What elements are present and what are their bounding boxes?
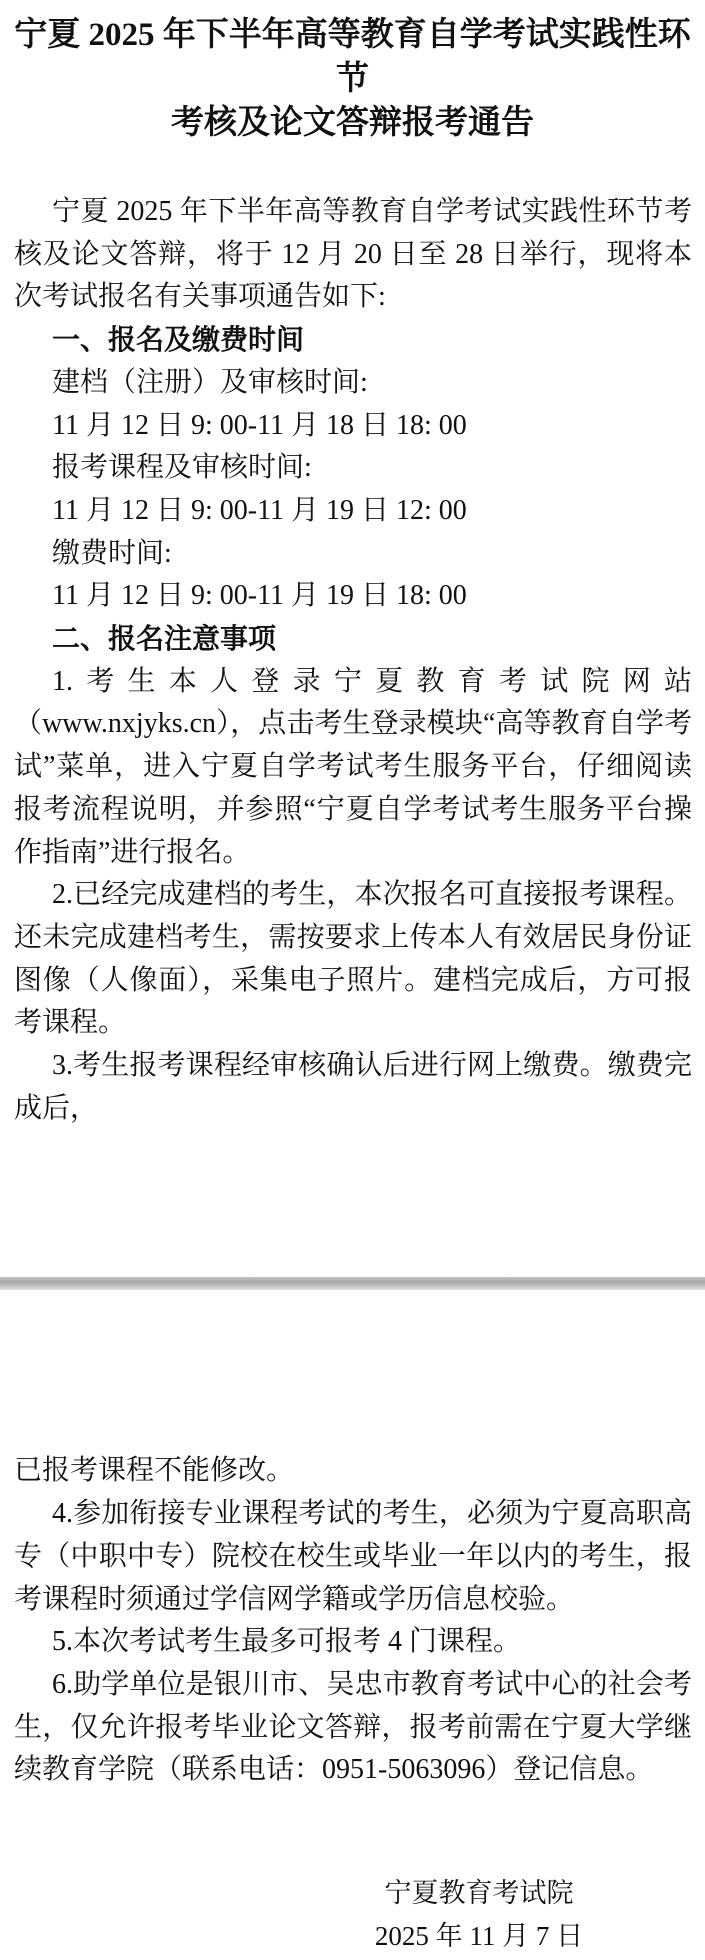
- note-paragraph-6: 6.助学单位是银川市、吴忠市教育考试中心的社会考生，仅允许报考毕业论文答辩，报考前需在宁夏大学继续教育学院（联系电话：0951-5063096）登记信息。: [14, 1668, 692, 1786]
- schedule-payment-time: 11 月 12 日 9: 00-11 月 19 日 18: 00: [52, 580, 467, 612]
- signature-block: [14, 1872, 692, 1957]
- schedule-course-label: 报考课程及审核时间:: [52, 452, 312, 484]
- signature-issuer: 宁夏教育考试院: [384, 1878, 574, 1909]
- document-title: [0, 0, 705, 145]
- note-paragraph-1: 1.考生本人登录宁夏教育考试院网站（www.nxjyks.cn），点击考生登录模块“高等教育自学考试”菜单，进入宁夏自学考试考生服务平台，仔细阅读报考流程说明，并参照“宁夏自学考试考生服务平台操作指南”进行报名。: [14, 665, 692, 868]
- schedule-course-time: 11 月 12 日 9: 00-11 月 19 日 12: 00: [52, 494, 467, 526]
- note-paragraph-3-part-1: 3.考生报考课程经审核确认后进行网上缴费。缴费完成后，: [14, 1050, 692, 1124]
- document-title-line-1: 宁夏 2025 年下半年高等教育自学考试实践性环节: [14, 17, 691, 97]
- schedule-registration-label: 建档（注册）及审核时间:: [52, 366, 368, 398]
- note-paragraph-5: 5.本次考试考生最多可报考 4 门课程。: [52, 1626, 522, 1658]
- section-2-heading: 二、报名注意事项: [52, 623, 277, 655]
- document-body-page-2: [14, 1450, 692, 1957]
- intro-paragraph: 宁夏 2025 年下半年高等教育自学考试实践性环节考核及论文答辩，将于 12 月 20 日至 28 日举行，现将本次考试报名有关事项通告如下:: [14, 196, 692, 313]
- note-paragraph-4: 4.参加衔接专业课程考试的考生，必须为宁夏高职高专（中职中专）院校在校生或毕业一年以内的考生，报考课程时须通过学信网学籍或学历信息校验。: [14, 1498, 692, 1615]
- page-separator: [0, 1277, 705, 1290]
- schedule-payment-label: 缴费时间:: [52, 537, 172, 569]
- note-paragraph-2: 2.已经完成建档的考生，本次报名可直接报考课程。还未完成建档考生，需按要求上传本人有效居民身份证图像（人像面），采集电子照片。建档完成后，方可报考课程。: [14, 879, 692, 1039]
- document-body-page-1: [14, 191, 692, 1130]
- note-paragraph-3-part-2: 已报考课程不能修改。: [14, 1455, 295, 1487]
- schedule-registration-time: 11 月 12 日 9: 00-11 月 18 日 18: 00: [52, 409, 467, 441]
- section-1-heading: 一、报名及缴费时间: [52, 324, 305, 356]
- document-title-line-2: 考核及论文答辩报考通告: [171, 105, 534, 141]
- signature-date: 2025 年 11 月 7 日: [374, 1920, 584, 1951]
